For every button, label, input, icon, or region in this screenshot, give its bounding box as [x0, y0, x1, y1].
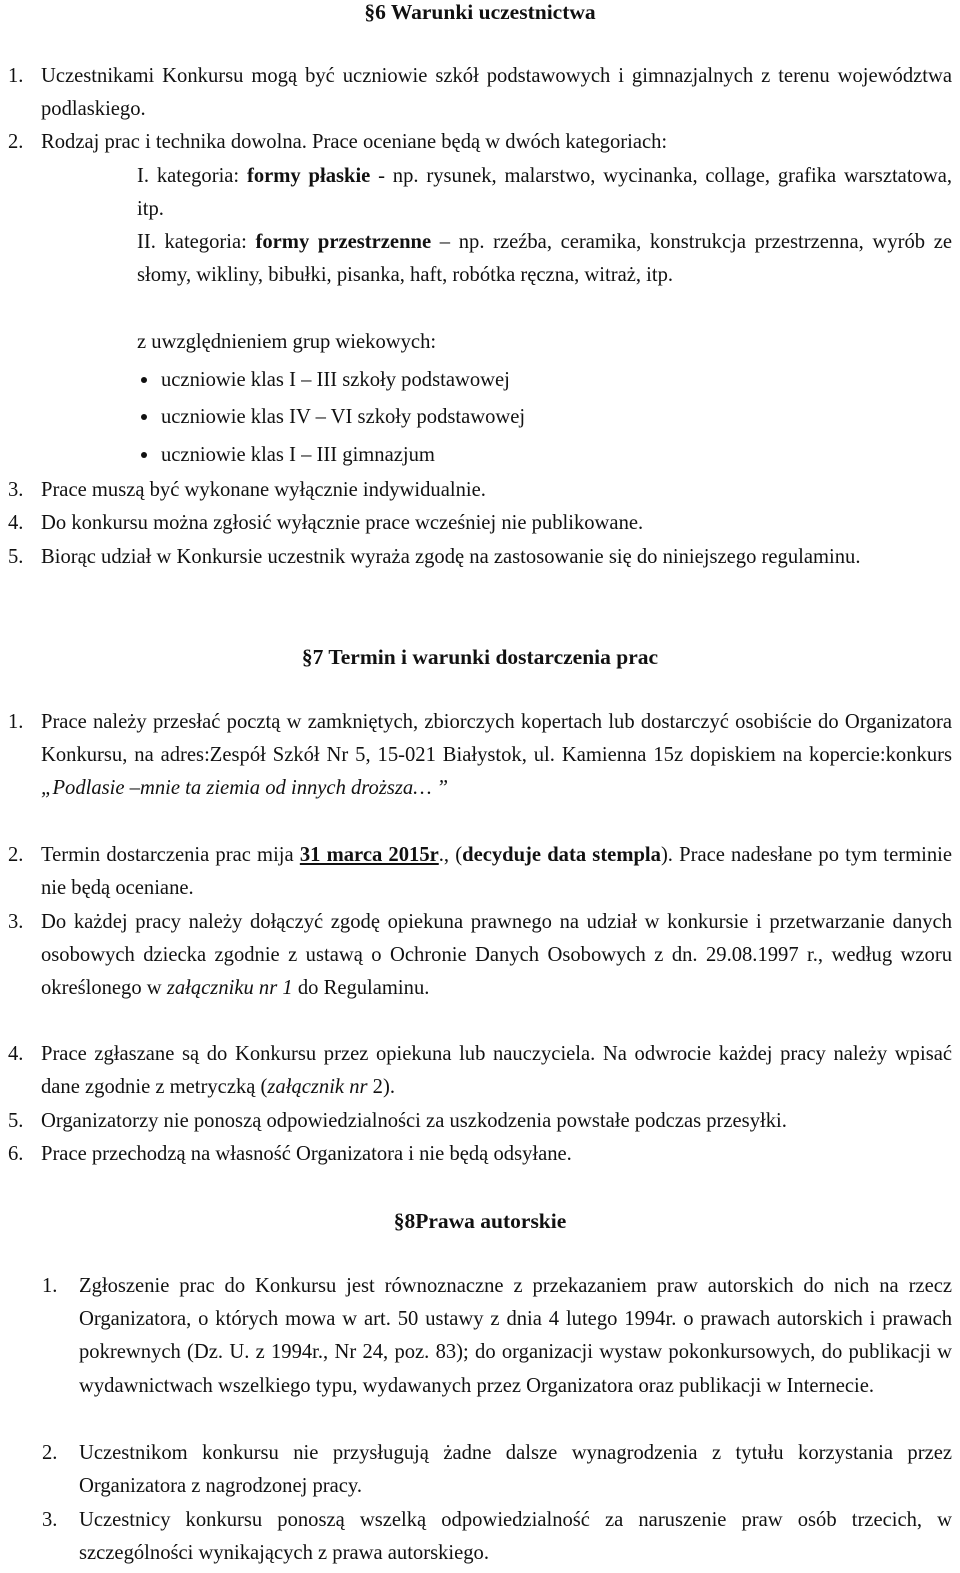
s7-item-5-number: 5.: [8, 1110, 24, 1132]
s7-item-1-number: 1.: [8, 711, 24, 733]
s7-item-4-text: [41, 1038, 952, 1104]
s8-item-3-number: 3.: [42, 1509, 58, 1531]
s7-item-2-part-a: Termin dostarczenia prac mija: [41, 844, 300, 866]
s7-item-3-part-a: Do każdej pracy należy dołączyć zgodę opiekuna prawnego na udział w konkursie i przetwarzanie danych osobowych dziecka zgodnie z ustawą o Ochronie Danych Osobowych z dn. 29.08.1997 r., według wzoru określonego w: [41, 911, 952, 1000]
s6-item-1-number: 1.: [8, 65, 24, 87]
s7-item-4-part-b: 2).: [367, 1076, 395, 1099]
s6-category-1-label: formy płaskie: [246, 165, 371, 187]
s6-item-4-text: Do konkursu można zgłosić wyłącznie prace wcześniej nie publikowane.: [41, 512, 644, 534]
s6-item-5-text: Biorąc udział w Konkursie uczestnik wyraża zgodę na zastosowanie się do niniejszego regulaminu.: [41, 546, 861, 568]
s6-item-3-text: Prace muszą być wykonane wyłącznie indywidualnie.: [41, 479, 486, 501]
s7-item-5-text: Organizatorzy nie ponoszą odpowiedzialności za uszkodzenia powstałe podczas przesyłki.: [41, 1110, 787, 1132]
s7-item-2-number: 2.: [8, 844, 24, 866]
s8-item-3-text: Uczestnicy konkursu ponoszą wszelką odpowiedzialność za naruszenie praw osób trzecich, w szczególności wynikających z prawa autorskiego.: [79, 1509, 952, 1565]
s7-item-3-part-b: do Regulaminu.: [292, 977, 430, 1000]
s6-item-3-number: 3.: [8, 479, 24, 501]
s6-category-2-examples: – np. rzeźba, ceramika, konstrukcja przestrzenna, wyrób ze słomy, wikliny, bibułki, pisanka, haft, robótka ręczna, witraż, itp.: [137, 231, 952, 287]
s7-item-2-text: [41, 839, 952, 905]
s6-category-2-prefix: II. kategoria:: [137, 231, 256, 253]
s6-item-2-intro: Rodzaj prac i technika dowolna. Prace oceniane będą w dwóch kategoriach:: [41, 131, 668, 153]
s6-category-2-label: formy przestrzenne: [255, 231, 432, 253]
s7-item-6-number: 6.: [8, 1143, 24, 1165]
section-7-heading: §7 Termin i warunki dostarczenia prac: [301, 645, 659, 669]
s7-item-2-stamp-note: decyduje data stempla: [462, 844, 661, 866]
s8-item-2-number: 2.: [42, 1442, 58, 1464]
s7-item-1-contest-name: „Podlasie –mnie ta ziemia od innych droższa… ”: [41, 777, 449, 800]
s6-category-1-prefix: I. kategoria:: [137, 165, 247, 187]
s6-item-1-text: Uczestnikami Konkursu mogą być uczniowie szkół podstawowych i gimnazjalnych z terenu województwa podlaskiego.: [41, 65, 952, 121]
s7-item-3-number: 3.: [8, 911, 24, 933]
s8-item-2-text: Uczestnikom konkursu nie przysługują żadne dalsze wynagrodzenia z tytułu korzystania przez Organizatora z nagrodzonej pracy.: [79, 1442, 952, 1498]
s8-item-1-text: Zgłoszenie prac do Konkursu jest równoznaczne z przekazaniem praw autorskich do nich na rzecz Organizatora, o których mowa w art. 50 ustawy z dnia 4 lutego 1994r. o prawach autorskich i prawach pokrewnych (Dz. U. z 1994r., Nr 24, poz. 83); do organizacji wystaw pokonkursowych, do publikacji w wydawnictwach wszelkiego typu, wydawanych przez Organizatora oraz publikacji w Internecie.: [79, 1275, 952, 1397]
s7-item-4-part-a: Prace zgłaszane są do Konkursu przez opiekuna lub nauczyciela. Na odwrocie każdej pracy należy wpisać dane zgodnie z metryczką (: [41, 1043, 952, 1099]
s7-item-4-number: 4.: [8, 1043, 24, 1065]
section-8-heading: §8Prawa autorskie: [393, 1209, 567, 1233]
s7-item-2-deadline: 31 marca 2015r: [299, 844, 439, 866]
s7-item-3-attachment: załączniku nr 1: [166, 977, 293, 1000]
s6-category-1-text: [137, 160, 952, 226]
bullet-icon: [141, 414, 147, 420]
s6-category-1-examples: - np. rysunek, malarstwo, wycinanka, collage, grafika warsztatowa, itp.: [137, 165, 953, 221]
s6-age-group-3: uczniowie klas I – III gimnazjum: [161, 444, 435, 466]
s7-item-6-text: Prace przechodzą na własność Organizatora i nie będą odsyłane.: [41, 1143, 572, 1165]
s7-item-1-main: Prace należy przesłać pocztą w zamkniętych, zbiorczych kopertach lub dostarczyć osobiście do Organizatora Konkursu, na adres:Zespół Szkół Nr 5, 15-021 Białystok, ul. Kamienna 15z dopiskiem na kopercie:konkurs: [41, 711, 952, 767]
s6-age-group-1: uczniowie klas I – III szkoły podstawowej: [161, 369, 510, 391]
s6-age-group-2: uczniowie klas IV – VI szkoły podstawowej: [161, 406, 526, 428]
s7-item-2-part-b: ., (: [438, 844, 463, 866]
s6-item-4-number: 4.: [8, 512, 24, 534]
section-6-heading: §6 Warunki uczestnictwa: [364, 0, 596, 24]
bullet-icon: [141, 452, 147, 458]
s7-item-4-attachment: załącznik nr: [267, 1076, 368, 1099]
s8-item-1-number: 1.: [42, 1275, 58, 1297]
s6-age-groups-intro: z uwzględnieniem grup wiekowych:: [137, 331, 437, 353]
s7-item-3-text: [41, 906, 952, 1006]
s6-item-2-number: 2.: [8, 131, 24, 153]
s7-item-1-text: [41, 706, 952, 806]
s7-item-2-part-c: ). Prace nadesłane po tym terminie nie będą oceniane.: [41, 844, 953, 900]
s6-category-2-text: [137, 226, 952, 292]
s6-item-5-number: 5.: [8, 546, 24, 568]
bullet-icon: [141, 377, 147, 383]
